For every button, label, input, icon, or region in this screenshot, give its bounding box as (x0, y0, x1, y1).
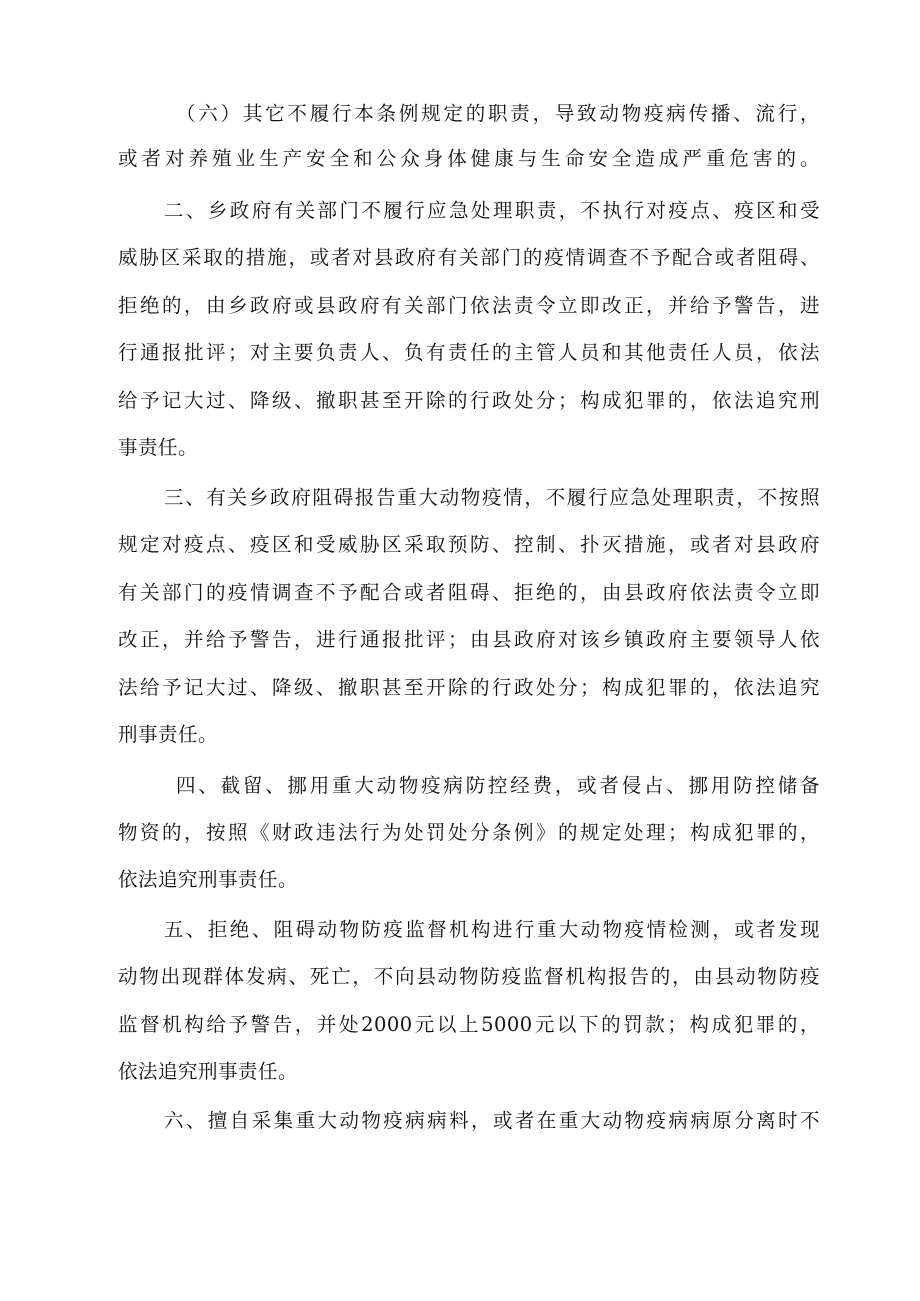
text-line: 给予记大过、降级、撤职甚至开除的行政处分；构成犯罪的，依法追究刑 (118, 389, 820, 412)
text-line: 依法追究刑事责任。 (118, 1060, 299, 1083)
text-line: 监督机构给予警告，并处2000元以上5000元以下的罚款；构成犯罪的， (118, 1013, 820, 1036)
text-line: 事责任。 (118, 436, 199, 459)
text-line: 二、乡政府有关部门不履行应急处理职责，不执行对疫点、疫区和受 (164, 199, 820, 222)
text-line: 六、擅自采集重大动物疫病病料，或者在重大动物疫病病原分离时不 (164, 1109, 820, 1132)
text-line: 物资的，按照《财政违法行为处罚处分条例》的规定处理；构成犯罪的， (118, 821, 820, 844)
text-line: 动物出现群体发病、死亡，不向县动物防疫监督机构报告的，由县动物防疫 (118, 965, 820, 988)
text-line: 规定对疫点、疫区和受威胁区采取预防、控制、扑灭措施，或者对县政府 (118, 533, 820, 556)
text-line: 依法追究刑事责任。 (118, 868, 299, 891)
text-line: 法给予记大过、降级、撤职甚至开除的行政处分；构成犯罪的，依法追究 (118, 676, 820, 699)
text-line: 改正，并给予警告，进行通报批评；由县政府对该乡镇政府主要领导人依 (118, 628, 820, 651)
text-line: 五、拒绝、阻碍动物防疫监督机构进行重大动物疫情检测，或者发现 (164, 918, 820, 941)
text-line: 四、截留、挪用重大动物疫病防控经费，或者侵占、挪用防控储备 (176, 774, 820, 797)
text-line: 三、有关乡政府阻碍报告重大动物疫情，不履行应急处理职责，不按照 (164, 486, 820, 509)
text-line: 刑事责任。 (118, 723, 219, 746)
text-line: 拒绝的，由乡政府或县政府有关部门依法责令立即改正，并给予警告，进 (118, 294, 820, 317)
text-line: 或者对养殖业生产安全和公众身体健康与生命安全造成严重危害的。 (118, 147, 820, 170)
text-line: 威胁区采取的措施，或者对县政府有关部门的疫情调查不予配合或者阻碍、 (118, 246, 820, 269)
text-line: （六）其它不履行本条例规定的职责，导致动物疫病传播、流行， (176, 102, 820, 125)
text-line: 有关部门的疫情调查不予配合或者阻碍、拒绝的，由县政府依法责令立即 (118, 581, 820, 604)
text-line: 行通报批评；对主要负责人、负有责任的主管人员和其他责任人员，依法 (118, 341, 820, 364)
